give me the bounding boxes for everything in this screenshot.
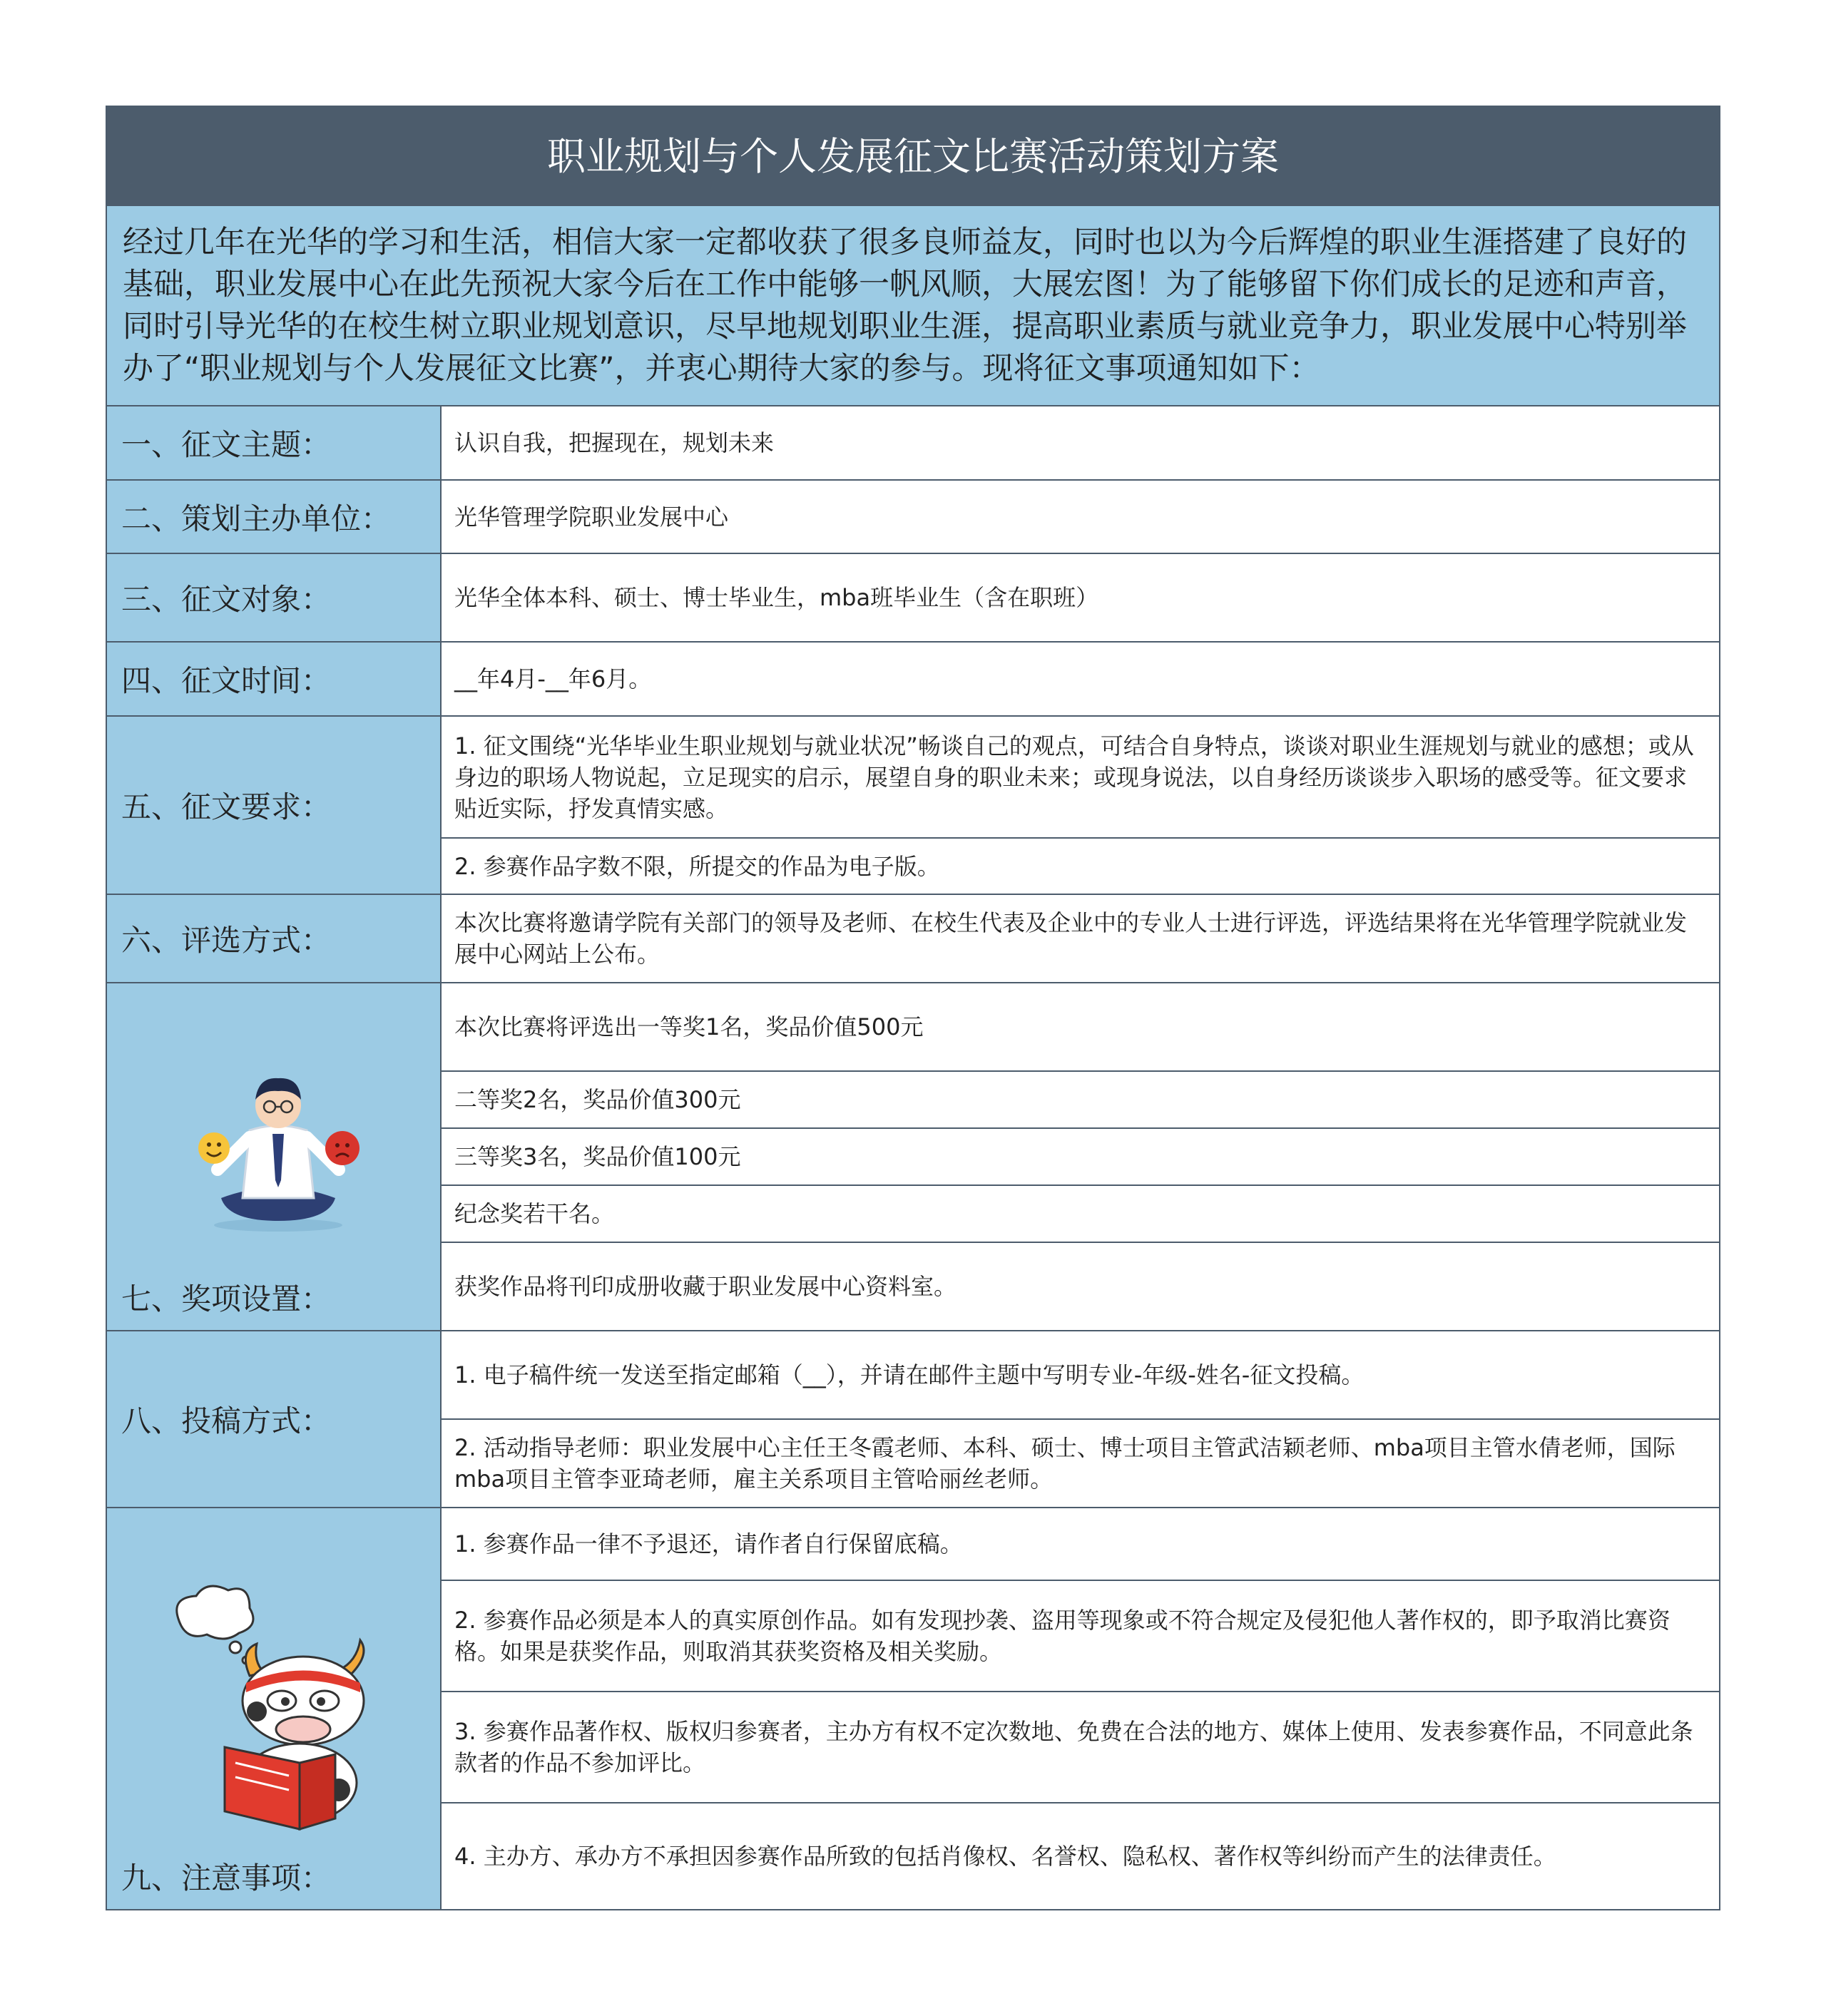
section-label-judging: 六、评选方式：: [107, 895, 442, 983]
page-title: 职业规划与个人发展征文比赛活动策划方案: [107, 107, 1719, 206]
section-item: 本次比赛将邀请学院有关部门的领导及老师、在校生代表及企业中的专业人士进行评选，评选结果将在光华管理学院就业发展中心网站上公布。: [442, 895, 1719, 983]
plan-table: [106, 106, 1720, 1910]
section-item: 1. 征文围绕“光华毕业生职业规划与就业状况”畅谈自己的观点，可结合自身特点，谈谈对职业生涯规划与就业的感想；或从身边的职场人物说起，立足现实的启示，展望自身的职业未来；或现身说法，以自身经历谈谈步入职场的感受等。征文要求贴近实际，抒发真情实感。: [442, 717, 1719, 839]
section-item: 光华管理学院职业发展中心: [442, 481, 1719, 554]
section-item: 1. 参赛作品一律不予退还，请作者自行保留底稿。: [442, 1508, 1719, 1581]
section-label-organizer: 二、策划主办单位：: [107, 481, 442, 554]
section-item: 二等奖2名，奖品价值300元: [442, 1072, 1719, 1129]
section-item: 光华全体本科、硕士、博士毕业生，mba班毕业生（含在职班）: [442, 554, 1719, 643]
section-item: 2. 参赛作品必须是本人的真实原创作品。如有发现抄袭、盗用等现象或不符合规定及侵犯他人著作权的，即予取消比赛资格。如果是获奖作品，则取消其获奖资格及相关奖励。: [442, 1581, 1719, 1692]
section-item: 4. 主办方、承办方不承担因参赛作品所致的包括肖像权、名誉权、隐私权、著作权等纠纷而产生的法律责任。: [442, 1803, 1719, 1909]
section-item: __年4月-__年6月。: [442, 643, 1719, 717]
section-label-period: 四、征文时间：: [107, 643, 442, 717]
section-item: 3. 参赛作品著作权、版权归参赛者，主办方有权不定次数地、免费在合法的地方、媒体上使用、发表参赛作品，不同意此条款者的作品不参加评比。: [442, 1692, 1719, 1803]
section-item: 认识自我，把握现在，规划未来: [442, 406, 1719, 481]
section-label-notes: 九、注意事项：: [107, 1508, 442, 1909]
section-label-audience: 三、征文对象：: [107, 554, 442, 643]
section-item: 1. 电子稿件统一发送至指定邮箱（__），并请在邮件主题中写明专业-年级-姓名-征文投稿。: [442, 1331, 1719, 1420]
section-item: 获奖作品将刊印成册收藏于职业发展中心资料室。: [442, 1243, 1719, 1331]
section-item: 2. 活动指导老师：职业发展中心主任王冬霞老师、本科、硕士、博士项目主管武洁颖老师、mba项目主管水倩老师，国际mba项目主管李亚琦老师，雇主关系项目主管哈丽丝老师。: [442, 1420, 1719, 1508]
balancing-man-illustration: [193, 1055, 364, 1234]
intro-paragraph: 经过几年在光华的学习和生活，相信大家一定都收获了很多良师益友，同时也以为今后辉煌的职业生涯搭建了良好的基础，职业发展中心在此先预祝大家今后在工作中能够一帆风顺，大展宏图！为了能够留下你们成长的足迹和声音，同时引导光华的在校生树立职业规划意识，尽早地规划职业生涯，提高职业素质与就业竞争力，职业发展中心特别举办了“职业规划与个人发展征文比赛”，并衷心期待大家的参与。现将征文事项通知如下：: [107, 206, 1719, 406]
section-label-submission: 八、投稿方式：: [107, 1331, 442, 1508]
section-item: 三等奖3名，奖品价值100元: [442, 1129, 1719, 1186]
section-item: 本次比赛将评选出一等奖1名，奖品价值500元: [442, 983, 1719, 1072]
section-item: 2. 参赛作品字数不限，所提交的作品为电子版。: [442, 839, 1719, 895]
section-label-requirements: 五、征文要求：: [107, 717, 442, 895]
reading-cow-illustration: [157, 1576, 385, 1833]
section-label-theme: 一、征文主题：: [107, 406, 442, 481]
section-label-awards: 七、奖项设置：: [107, 983, 442, 1331]
section-item: 纪念奖若干名。: [442, 1186, 1719, 1243]
